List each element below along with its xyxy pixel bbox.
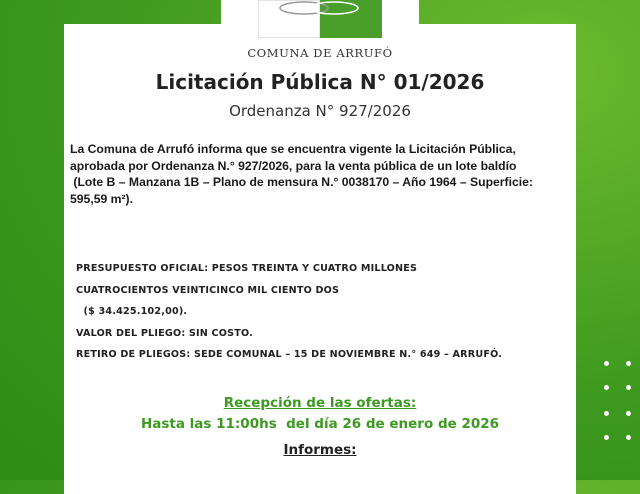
intro-paragraph	[70, 141, 570, 207]
intro-text: La Comuna de Arrufó informa que se encuentra vigente la Licitación Pública, aprobada por Ordenanza N.° 927/2026, para la venta pública de un lote baldío	[70, 142, 517, 173]
decorative-dots	[604, 361, 634, 443]
budget-line: PRESUPUESTO OFICIAL: PESOS TREINTA Y CUATRO MILLONES	[76, 263, 418, 274]
budget-line-continued: CUATROCIENTOS VEINTICINCO MIL CIENTO DOS	[76, 284, 340, 296]
dot	[604, 435, 609, 440]
lot-description: (Lote B – Manzana 1B – Plano de mensura N.° 0038170 – Año 1964 – Superficie: 595,59 m²).	[70, 175, 537, 206]
info-heading: Informes:	[283, 442, 357, 458]
dot	[604, 411, 609, 416]
pliego-value: VALOR DEL PLIEGO: SIN COSTO.	[76, 327, 253, 339]
budget-amount: ($ 34.425.102,00).	[80, 306, 188, 318]
notice-subtitle: Ordenanza N° 927/2026	[229, 102, 411, 120]
notice-title: Licitación Pública N° 01/2026	[155, 70, 485, 94]
dot	[626, 361, 631, 366]
dot	[604, 385, 609, 390]
dot	[626, 435, 631, 440]
dot	[604, 361, 609, 366]
details-list	[76, 258, 576, 366]
reception-deadline: Hasta las 11:00hs del día 26 de enero de 2026	[140, 416, 500, 432]
dot	[626, 411, 631, 416]
org-name: COMUNA DE ARRUFÓ	[247, 46, 393, 60]
pliego-pickup: RETIRO DE PLIEGOS: SEDE COMUNAL – 15 DE NOVIEMBRE N.° 649 – ARRUFÓ.	[76, 349, 503, 361]
reception-heading: Recepción de las ofertas:	[223, 395, 417, 411]
comuna-logo	[258, 0, 382, 38]
dot	[626, 385, 631, 390]
